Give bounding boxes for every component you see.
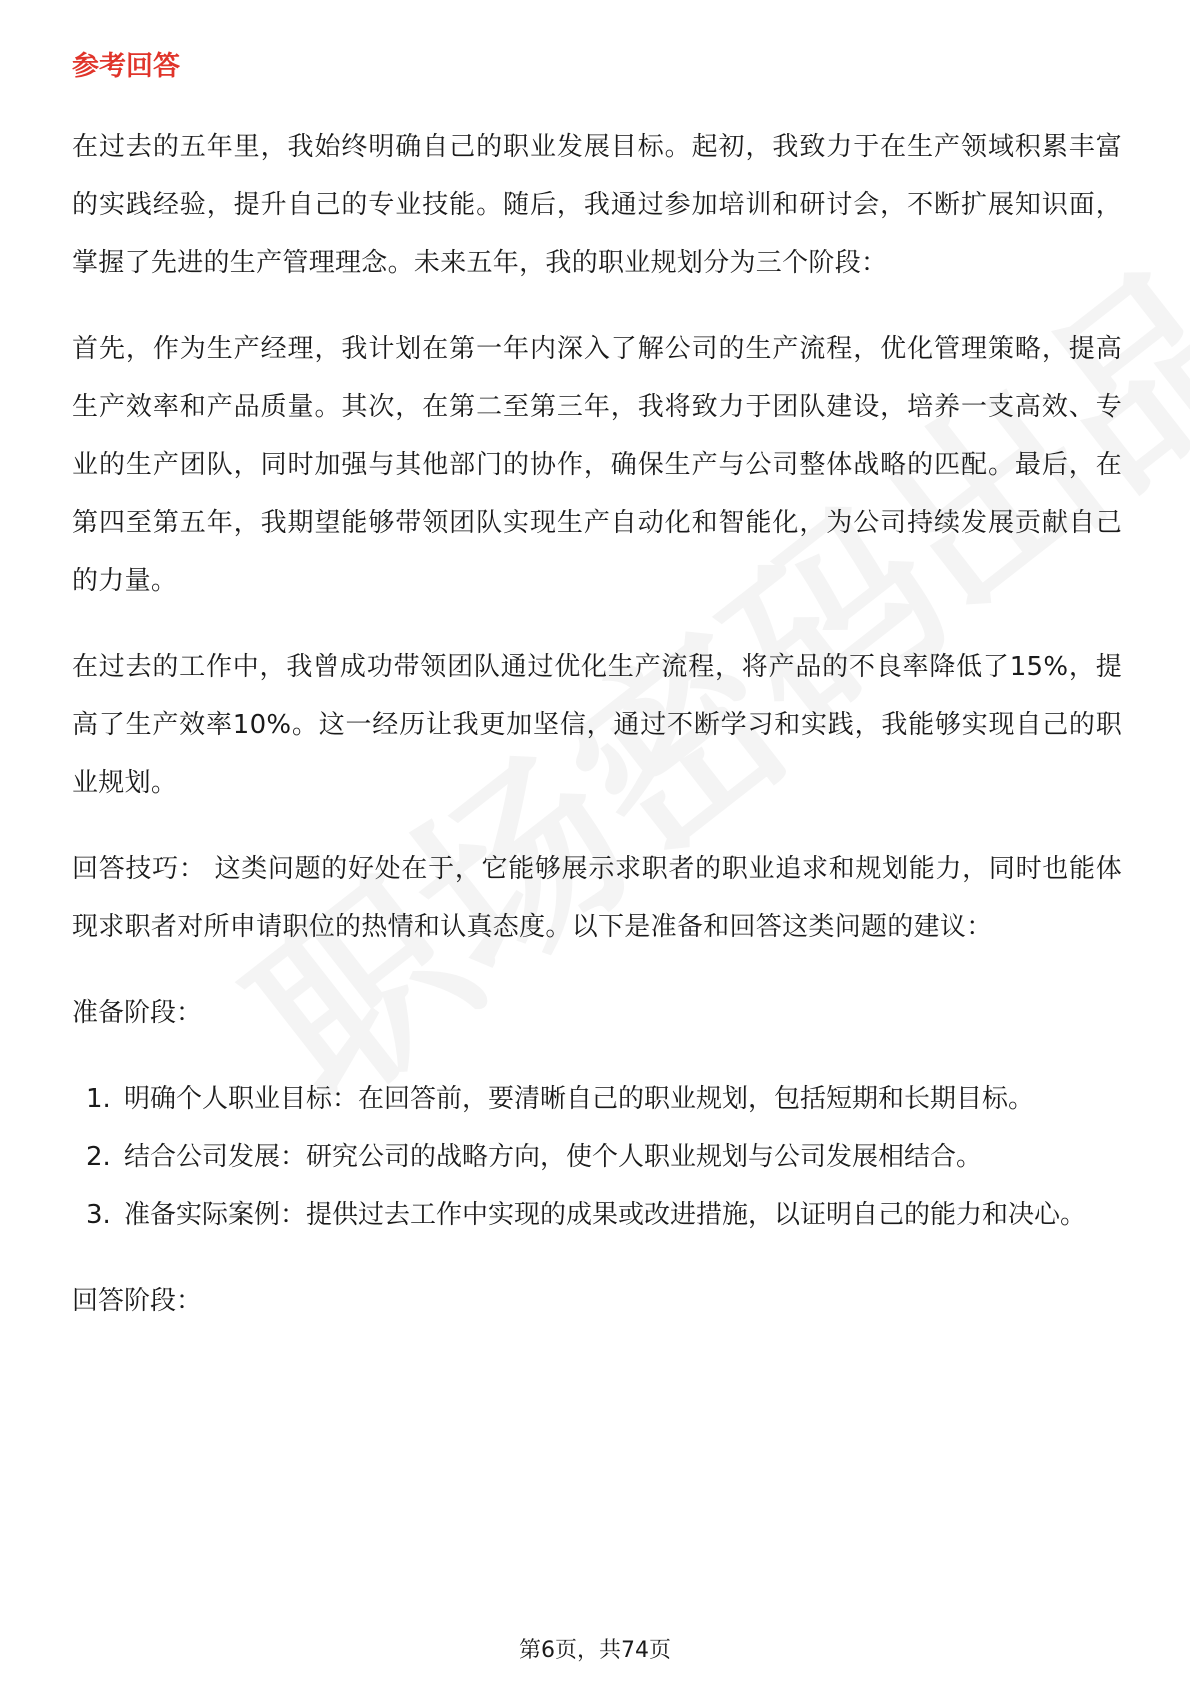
page-number-footer: 第6页，共74页	[519, 1638, 671, 1663]
list-item-text: 结合公司发展：研究公司的战略方向，使个人职业规划与公司发展相结合。	[124, 1142, 983, 1172]
paragraph-plan: 首先，作为生产经理，我计划在第一年内深入了解公司的生产流程，优化管理策略，提高生产效率和产品质量。其次，在第二至第三年，我将致力于团队建设，培养一支高效、专业的生产团队，同时加强与其他部门的协作，确保生产与公司整体战略的匹配。最后，在第四至第五年，我期望能够带领团队实现生产自动化和智能化，为公司持续发展贡献自己的力量。	[72, 334, 1122, 596]
list-item-number: 3.	[86, 1200, 111, 1230]
list-item-text: 准备实际案例：提供过去工作中实现的成果或改进措施，以证明自己的能力和决心。	[124, 1200, 1087, 1230]
list-item-number: 2.	[86, 1142, 111, 1172]
paragraph-achievement: 在过去的工作中，我曾成功带领团队通过优化生产流程，将产品的不良率降低了15%，提高了生产效率10%。这一经历让我更加坚信，通过不断学习和实践，我能够实现自己的职业规划。	[72, 652, 1122, 798]
list-item	[72, 1070, 1122, 1128]
list-item	[72, 1128, 1122, 1186]
list-item-text: 明确个人职业目标：在回答前，要清晰自己的职业规划，包括短期和长期目标。	[124, 1084, 1035, 1114]
prep-stage-label: 准备阶段：	[72, 998, 203, 1028]
list-item	[72, 1186, 1122, 1244]
paragraph-tips: 回答技巧： 这类问题的好处在于，它能够展示求职者的职业追求和规划能力，同时也能体现求职者对所申请职位的热情和认真态度。以下是准备和回答这类问题的建议：	[72, 854, 1122, 942]
answer-stage-label: 回答阶段：	[72, 1286, 203, 1316]
paragraph-intro: 在过去的五年里，我始终明确自己的职业发展目标。起初，我致力于在生产领域积累丰富的实践经验，提升自己的专业技能。随后，我通过参加培训和研讨会，不断扩展知识面，掌握了先进的生产管理理念。未来五年，我的职业规划分为三个阶段：	[72, 132, 1122, 278]
page-content	[72, 48, 1122, 1358]
prep-list	[72, 1070, 1122, 1244]
section-title: 参考回答	[72, 51, 180, 82]
list-item-number: 1.	[86, 1084, 111, 1114]
